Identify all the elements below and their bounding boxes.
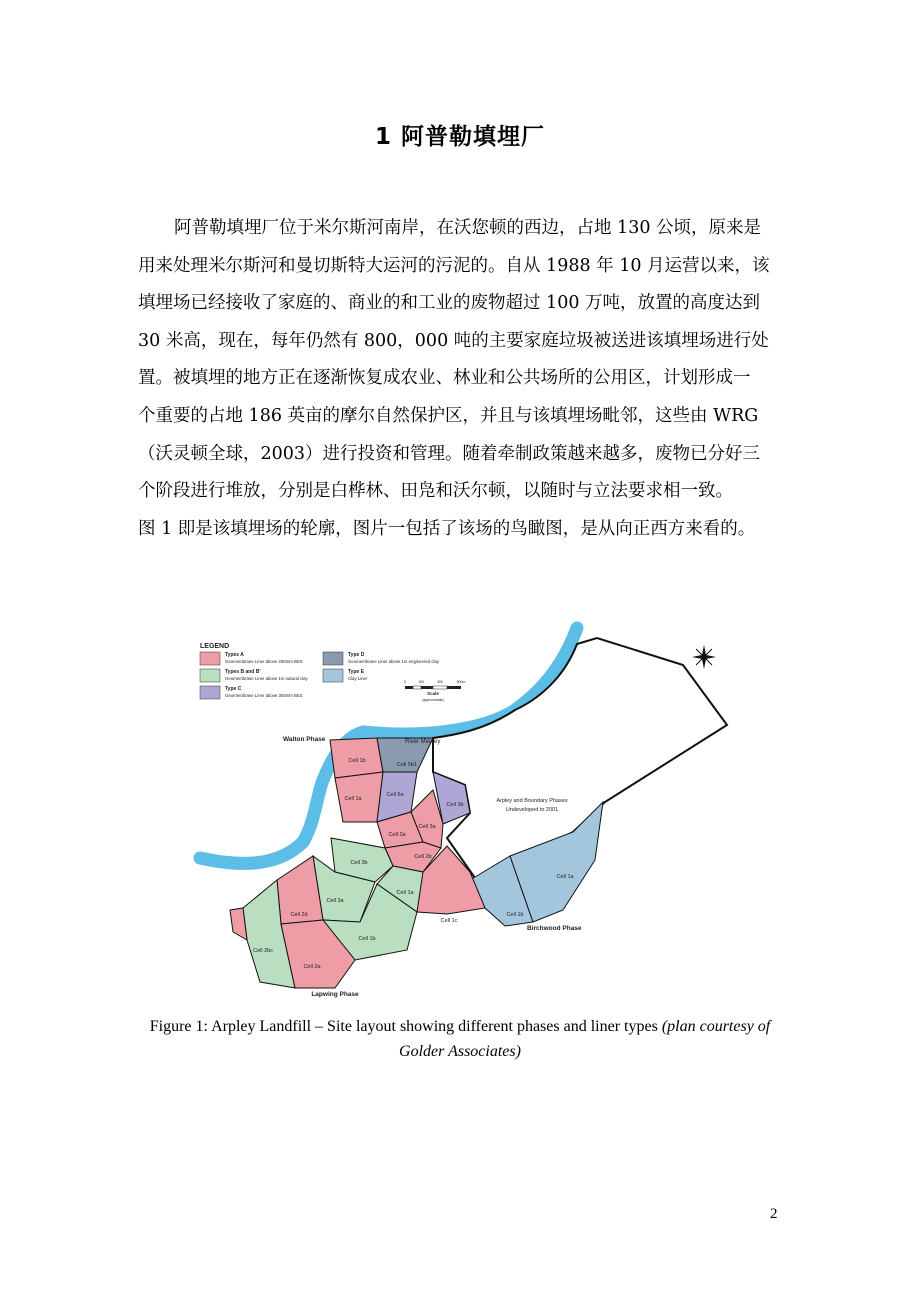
cell-label: Cell 3a (418, 824, 436, 830)
cell-label: Cell 3b (446, 802, 464, 808)
scale-tick: 0 (404, 680, 406, 684)
cell-label: Cell 6a (386, 792, 404, 798)
cell-label: Cell 3a (326, 898, 344, 904)
legend-title: LEGEND (200, 643, 230, 650)
legend-label: Type C (225, 686, 242, 692)
legend-label: Type D (348, 652, 365, 658)
label-river-mersey: River Mersey (405, 739, 441, 745)
legend-label: Type E (348, 669, 365, 675)
paragraph-line: 用来处理米尔斯河和曼切斯特大运河的污泥的。自从 1988 年 10 月运营以来，该 (138, 255, 770, 276)
legend-desc: Geomembrane Liner above 200mm BES (225, 659, 303, 664)
caption-credit: (plan courtesy of (661, 1018, 771, 1035)
paragraph-line: 个阶段进行堆放，分别是白桦林、田凫和沃尔顿，以随时与立法要求相一致。 (138, 481, 733, 502)
cell-label: Cell 1b (358, 936, 376, 942)
label-lapwing-phase: Lapwing Phase (311, 991, 359, 998)
paragraph-line: 图 1 即是该填埋场的轮廓，图片一包括了该场的鸟瞰图，是从向正西方来看的。 (138, 518, 756, 539)
page-title: 1 阿普勒填埋厂 (374, 124, 545, 150)
paragraph-line: 30 米高，现在，每年仍然有 800，000 吨的主要家庭垃圾被送进该填埋场进行处 (138, 330, 769, 351)
paragraph-line: 填埋场已经接收了家庭的、商业的和工业的废物超过 100 万吨，放置的高度达到 (138, 293, 761, 314)
legend-desc: Clay Liner (348, 676, 368, 681)
scale-tick: 100 (418, 680, 424, 684)
cell-label: Cell 3b (350, 860, 368, 866)
paragraph-line: 阿普勒填埋厂位于米尔斯河南岸，在沃您顿的西边，占地 130 公顷，原来是 (174, 218, 762, 238)
legend-desc: Geomembrane Liner above 1m engineered clay (348, 659, 440, 664)
paragraph-line: 个重要的占地 186 英亩的摩尔自然保护区，并且与该填埋场毗邻，这些由 WRG (138, 405, 759, 426)
page-number: 2 (770, 1206, 778, 1222)
legend-desc: Geomembrane Liner above 1m natural clay (225, 676, 308, 681)
legend-desc: Geomembrane Liner above 300mm BES (225, 693, 303, 698)
cell-label: Cell 2b (414, 854, 432, 860)
cell-label: Cell 2a (388, 832, 406, 838)
cell-label: Cell 1b (348, 758, 366, 764)
cell-label: Cell 1c (440, 918, 458, 924)
label-undeveloped: Undeveloped to 2001 (505, 807, 559, 813)
legend-label: Types A (225, 652, 244, 658)
label-arpley-phases: Arpley and Boundary Phases (496, 798, 568, 804)
scale-tick: 500m (456, 680, 466, 684)
caption-main: Figure 1: Arpley Landfill – Site layout showing different phases and liner types (149, 1018, 662, 1035)
cell-label: Cell 2a (303, 964, 321, 970)
paragraph-line: （沃灵顿全球，2003）进行投资和管理。随着牵制政策越来越多，废物已分好三 (138, 443, 761, 464)
cell-label: Cell 2d (290, 912, 308, 918)
figure-caption (100, 1014, 820, 1064)
cell-label: Cell 5b1 (396, 762, 418, 768)
label-walton-phase: Walton Phase (283, 736, 326, 743)
cell-label: Cell 1a (556, 874, 574, 880)
cell-label: Cell 1a (344, 796, 362, 802)
paragraph-line: 置。被填埋的地方正在逐渐恢复成农业、林业和公共场所的公用区，计划形成一 (138, 368, 751, 389)
label-birchwood-phase: Birchwood Phase (527, 925, 582, 932)
site-layout-map (185, 610, 740, 1005)
scale-label: Scale (427, 691, 439, 696)
scale-sublabel: (approximate) (422, 698, 444, 702)
scale-tick: 300 (437, 680, 443, 684)
body-paragraph (138, 210, 798, 548)
cell-label: Cell 2bc (253, 948, 273, 954)
cell-label: Cell 1a (396, 890, 414, 896)
legend-label: Types B and B' (225, 669, 261, 675)
caption-credit-line2: Golder Associates) (399, 1043, 521, 1060)
cell-label: Cell 1b (506, 912, 524, 918)
